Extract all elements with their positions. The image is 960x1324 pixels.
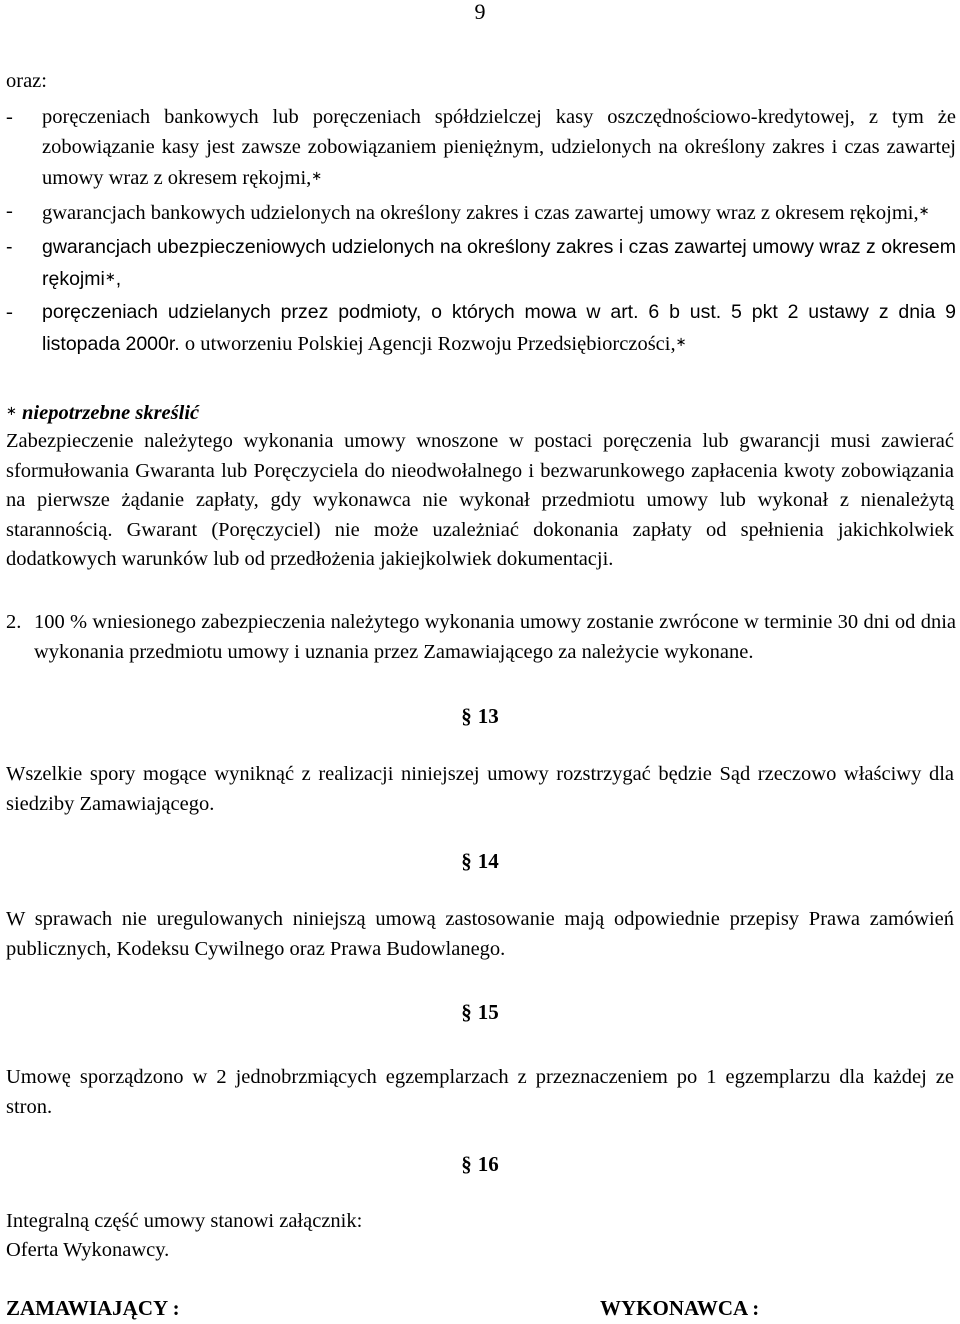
item-text: 100 % wniesionego zabezpieczenia należytego wykonania umowy zostanie zwrócone w terminie 30 dni od dnia wykonania przedmiotu umowy i uznania przez Zamawiającego za należycie wykonane. xyxy=(34,611,956,663)
asterisk-icon: ∗ xyxy=(6,404,17,419)
item-number: 2. xyxy=(6,611,22,633)
item-2 xyxy=(6,608,956,667)
section-14-text: W sprawach nie uregulowanych niniejszą umową zastosowanie mają odpowiednie przepisy Prawa zamówień publicznych, Kodeksu Cywilnego oraz Prawa Budowlanego. xyxy=(6,908,954,960)
section-13-text: Wszelkie spory mogące wyniknąć z realizacji niniejszej umowy rozstrzygać będzie Sąd rzeczowo właściwy dla siedziby Zamawiającego. xyxy=(6,763,954,815)
intro-text: oraz: xyxy=(6,70,47,92)
footnote: ∗ niepotrzebne skreślić xyxy=(6,402,200,424)
paragraph-sign-icon: § xyxy=(461,1152,472,1176)
asterisk-icon: ∗ xyxy=(311,169,323,184)
section-heading-14: § 14 xyxy=(0,847,960,877)
section-heading-13: § 13 xyxy=(0,702,960,732)
paragraph-sign-icon: § xyxy=(461,849,472,873)
signature-ordering-party: ZAMAWIAJĄCY : xyxy=(6,1296,180,1320)
list-item: - gwarancjach ubezpieczeniowych udzielonych na określony zakres i czas zawartej umowy wraz z okresem rękojmi∗, xyxy=(6,233,956,294)
page-number: 9 xyxy=(474,0,486,24)
asterisk-icon: ∗ xyxy=(675,334,687,350)
section-16-line-1: Integralną część umowy stanowi załącznik: xyxy=(6,1210,363,1232)
asterisk-icon: ∗ xyxy=(104,269,116,285)
signature-contractor: WYKONAWCA : xyxy=(600,1296,760,1320)
list-item: - poręczeniach bankowych lub poręczeniach spółdzielczej kasy oszczędnościowo-kredytowej, z tym że zobowiązanie kasy jest zawsze zobowiązaniem pieniężnym, udzielonych na określony zakres i czas zawartej umowy wraz z okresem rękojmi,∗ xyxy=(6,103,956,194)
section-heading-16: § 16 xyxy=(0,1150,960,1180)
security-forms-list xyxy=(6,103,956,359)
paragraph-sign-icon: § xyxy=(461,1000,472,1024)
list-item: - poręczeniach udzielanych przez podmioty, o których mowa w art. 6 b ust. 5 pkt 2 ustawy z dnia 9 listopada 2000r. o utworzeniu Polskiej Agencji Rozwoju Przedsiębiorczości,∗ xyxy=(6,298,956,359)
section-heading-15: § 15 xyxy=(0,998,960,1028)
asterisk-icon: ∗ xyxy=(918,203,930,219)
paragraph-sign-icon: § xyxy=(461,704,472,728)
section-16-line-2: Oferta Wykonawcy. xyxy=(6,1239,170,1261)
paragraph-guarantee: Zabezpieczenie należytego wykonania umowy wnoszone w postaci poręczenia lub gwarancji musi zawierać sformułowania Gwaranta lub Poręczyciela do nieodwołalnego i bezwarunkowego zapłacenia kwoty zobowiązania na pierwsze żądanie zapłaty, gdy wykonawca nie wykonał przedmiotu umowy lub wykonał z nienależytą starannością. Gwarant (Poręczyciel) nie może uzależniać dokonania zapłaty od spełnienia jakichkolwiek dodatkowych warunków lub od przedłożenia jakiejkolwiek dokumentacji. xyxy=(6,430,954,570)
list-item: - gwarancjach bankowych udzielonych na określony zakres i czas zawartej umowy wraz z okresem rękojmi,∗ xyxy=(6,197,956,229)
section-15-text: Umowę sporządzono w 2 jednobrzmiących egzemplarzach z przeznaczeniem po 1 egzemplarzu dla każdej ze stron. xyxy=(6,1066,954,1118)
